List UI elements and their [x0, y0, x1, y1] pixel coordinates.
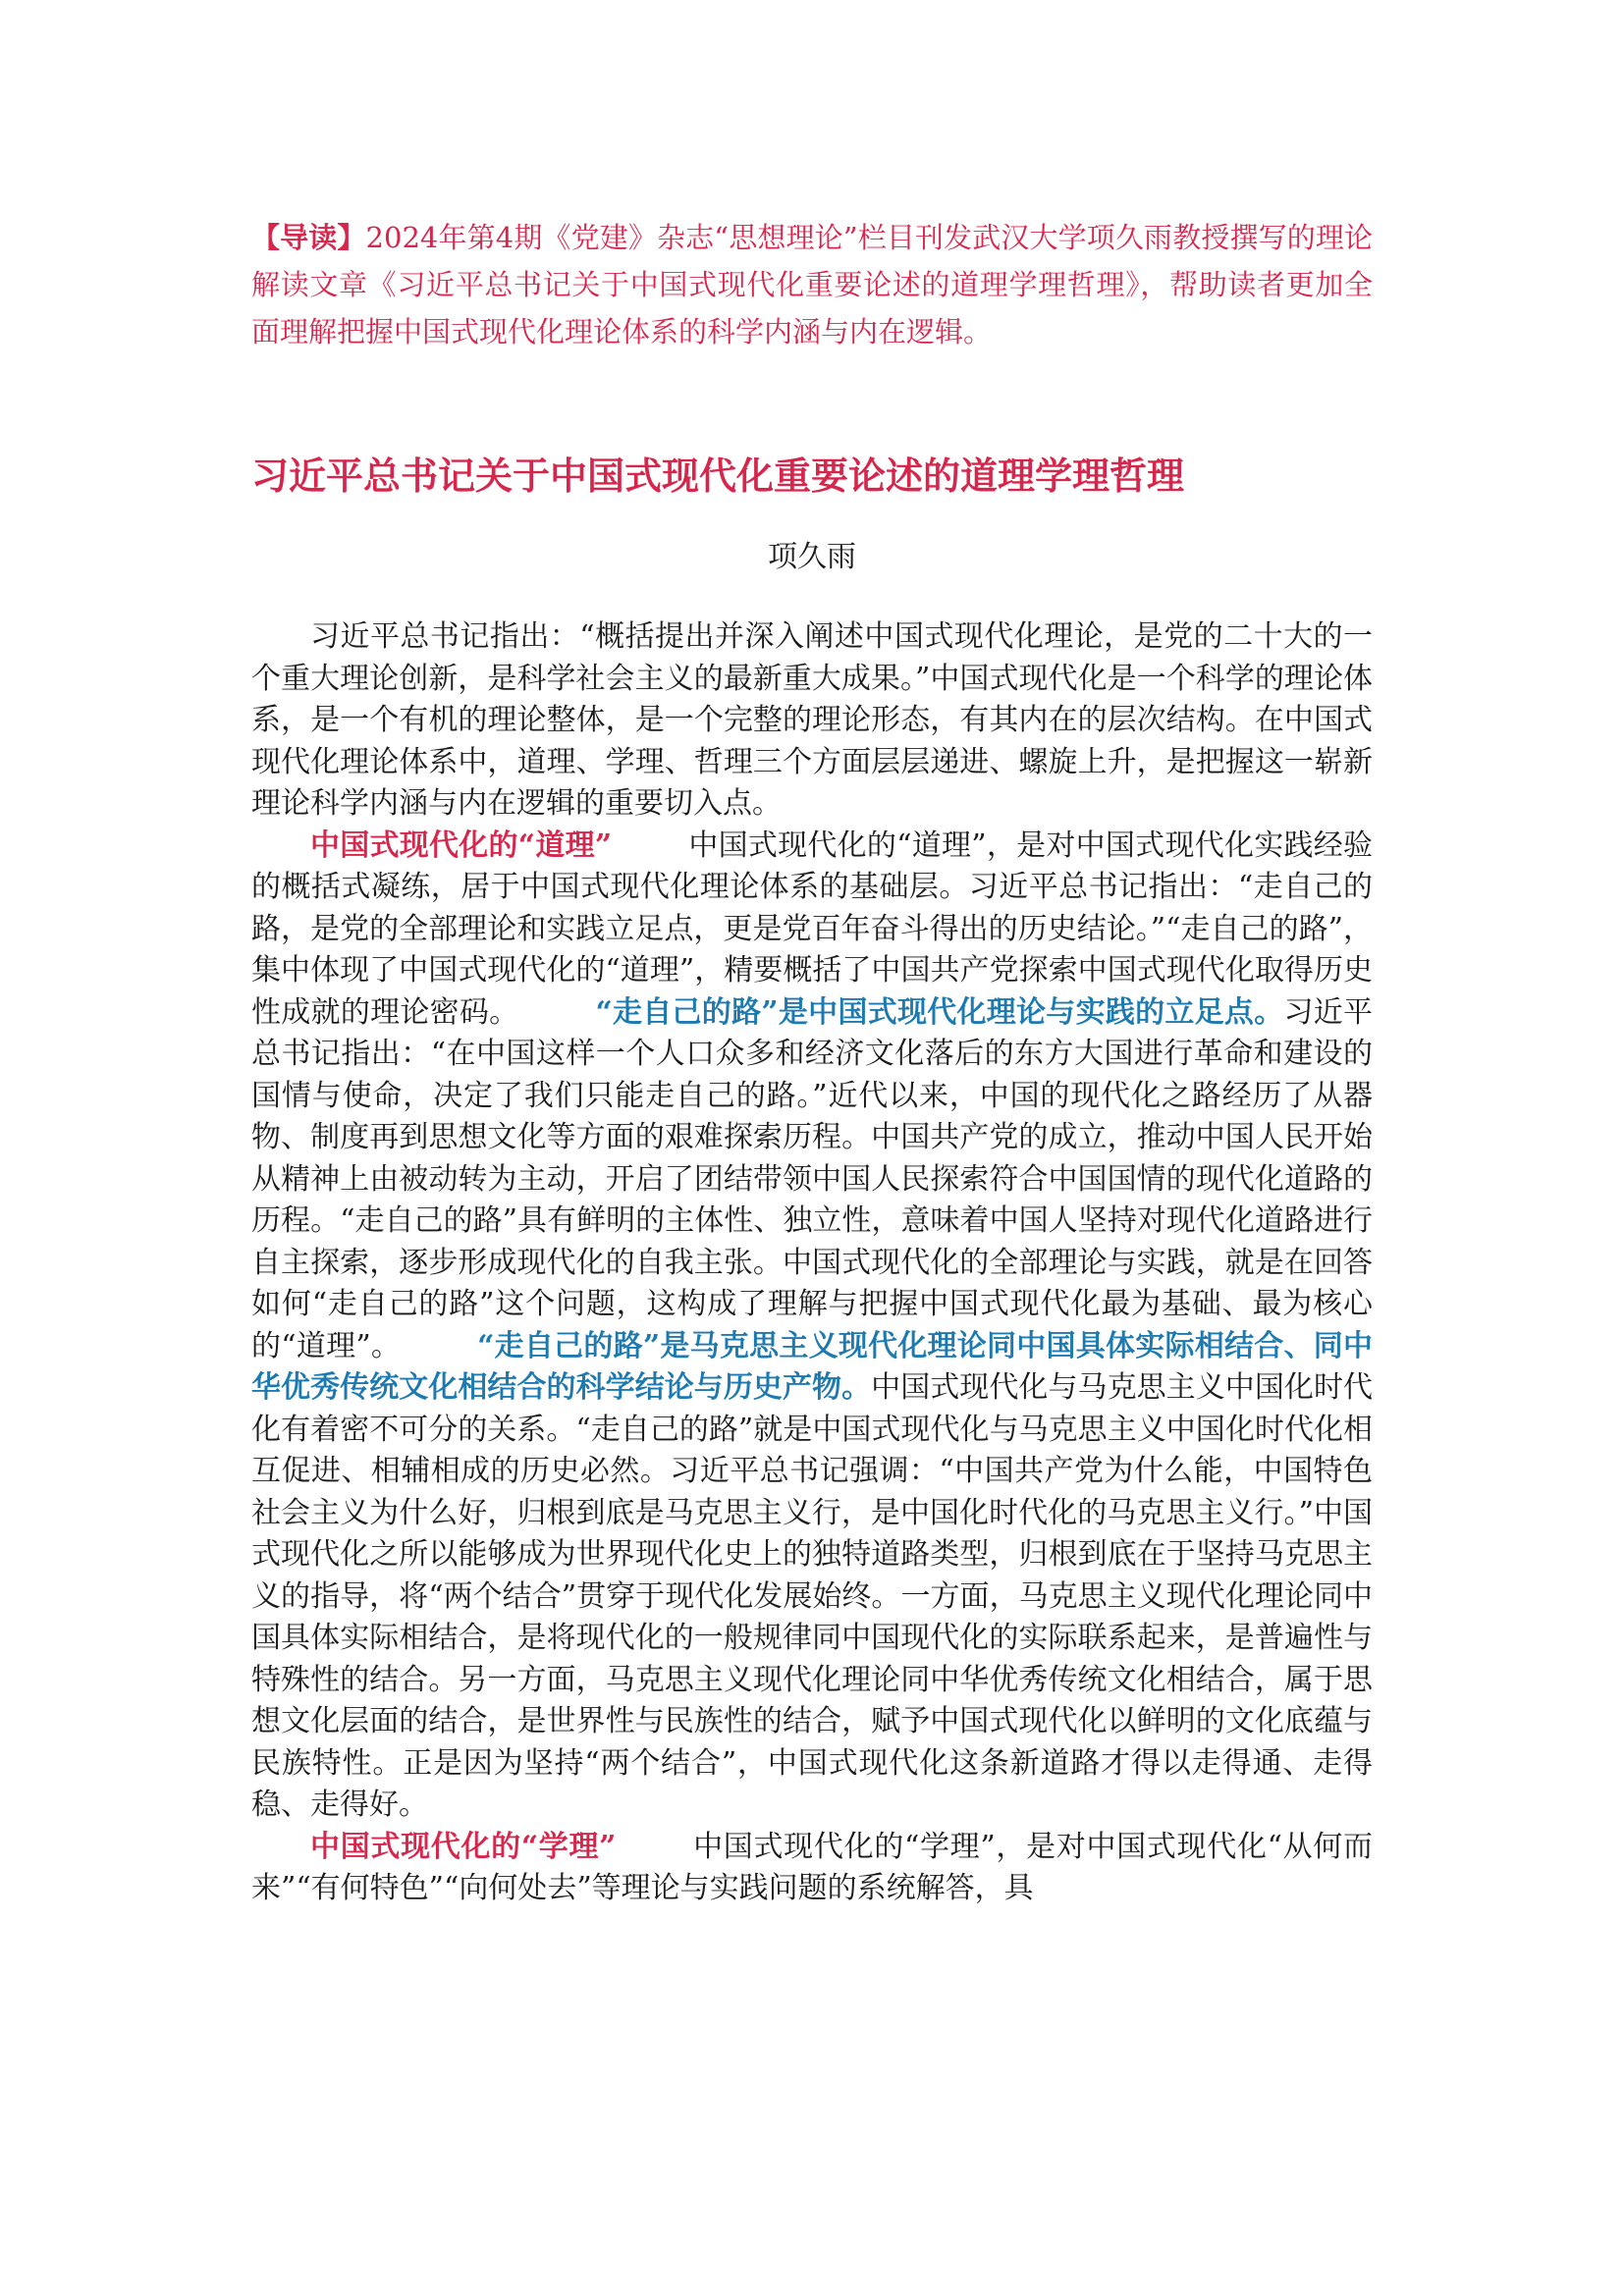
paragraph-daoli [251, 826, 1373, 1827]
section-heading-xueli: 中国式现代化的“学理” [310, 1829, 617, 1864]
paragraph-text: 中国式现代化的“学理”，是对中国式现代化“从何而来”“有何特色”“向何处去”等理论与实践问题的系统解答，具 [251, 1829, 1373, 1905]
paragraph-text: 中国式现代化的“道理”，是对中国式现代化实践经验的概括式凝练，居于中国式现代化理论体系的基础层。习近平总书记指出：“走自己的路，是党的全部理论和实践立足点，更是党百年奋斗得出的历史结论。”“走自己的路”，集中体现了中国式现代化的“道理”，精要概括了中国共产党探索中国式现代化取得历史性成就的理论密码。 [251, 828, 1373, 1030]
key-point: “走自己的路”是马克思主义现代化理论同中国具体实际相结合、同中华优秀传统文化相结合的科学结论与历史产物。 [251, 1328, 1373, 1405]
article-author: 项久雨 [768, 540, 856, 574]
paragraph-text: 中国式现代化与马克思主义中国化时代化有着密不可分的关系。“走自己的路”就是中国式现代化与马克思主义中国化时代化相互促进、相辅相成的历史必然。习近平总书记强调：“中国共产党为什么能，中国特色社会主义为什么好，归根到底是马克思主义行，是中国化时代化的马克思主义行。”中国式现代化之所以能够成为世界现代化史上的独特道路类型，归根到底在于坚持马克思主义的指导，将“两个结合”贯穿于现代化发展始终。一方面，马克思主义现代化理论同中国具体实际相结合，是将现代化的一般规律同中国现代化的实际联系起来，是普遍性与特殊性的结合。另一方面，马克思主义现代化理论同中华优秀传统文化相结合，属于思想文化层面的结合，是世界性与民族性的结合，赋予中国式现代化以鲜明的文化底蕴与民族特性。正是因为坚持“两个结合”，中国式现代化这条新道路才得以走得通、走得稳、走得好。 [251, 1370, 1374, 1822]
intro-text: 2024年第4期《党建》杂志“思想理论”栏目刊发武汉大学项久雨教授撰写的理论解读文章《习近平总书记关于中国式现代化重要论述的道理学理哲理》，帮助读者更加全面理解把握中国式现代化理论体系的科学内涵与内在逻辑。 [251, 221, 1373, 348]
document-page [251, 214, 1374, 1905]
key-point: “走自己的路”是中国式现代化理论与实践的立足点。 [595, 994, 1284, 1030]
intro-tag: 【导读】 [251, 221, 366, 254]
paragraph-intro: 习近平总书记指出：“概括提出并深入阐述中国式现代化理论，是党的二十大的一个重大理论创新，是科学社会主义的最新重大成果。”中国式现代化是一个科学的理论体系，是一个有机的理论整体，是一个完整的理论形态，有其内在的层次结构。在中国式现代化理论体系中，道理、学理、哲理三个方面层层递进、螺旋上升，是把握这一崭新理论科学内涵与内在逻辑的重要切入点。 [251, 619, 1373, 821]
intro-paragraph [251, 214, 1373, 355]
section-heading-daoli: 中国式现代化的“道理” [310, 828, 613, 863]
article-body [251, 616, 1373, 1910]
paragraph-text: 习近平总书记指出：“在中国这样一个人口众多和经济文化落后的东方大国进行革命和建设的国情与使命，决定了我们只能走自己的路。”近代以来，中国的现代化之路经历了从器物、制度再到思想文化等方面的艰难探索历程。中国共产党的成立，推动中国人民开始从精神上由被动转为主动，开启了团结带领中国人民探索符合中国国情的现代化道路的历程。“走自己的路”具有鲜明的主体性、独立性，意味着中国人坚持对现代化道路进行自主探索，逐步形成现代化的自我主张。中国式现代化的全部理论与实践，就是在回答如何“走自己的路”这个问题，这构成了理解与把握中国式现代化最为基础、最为核心的“道理”。 [251, 994, 1374, 1363]
article-title: 习近平总书记关于中国式现代化重要论述的道理学理哲理 [251, 454, 1185, 498]
paragraph-xueli [251, 1827, 1373, 1910]
